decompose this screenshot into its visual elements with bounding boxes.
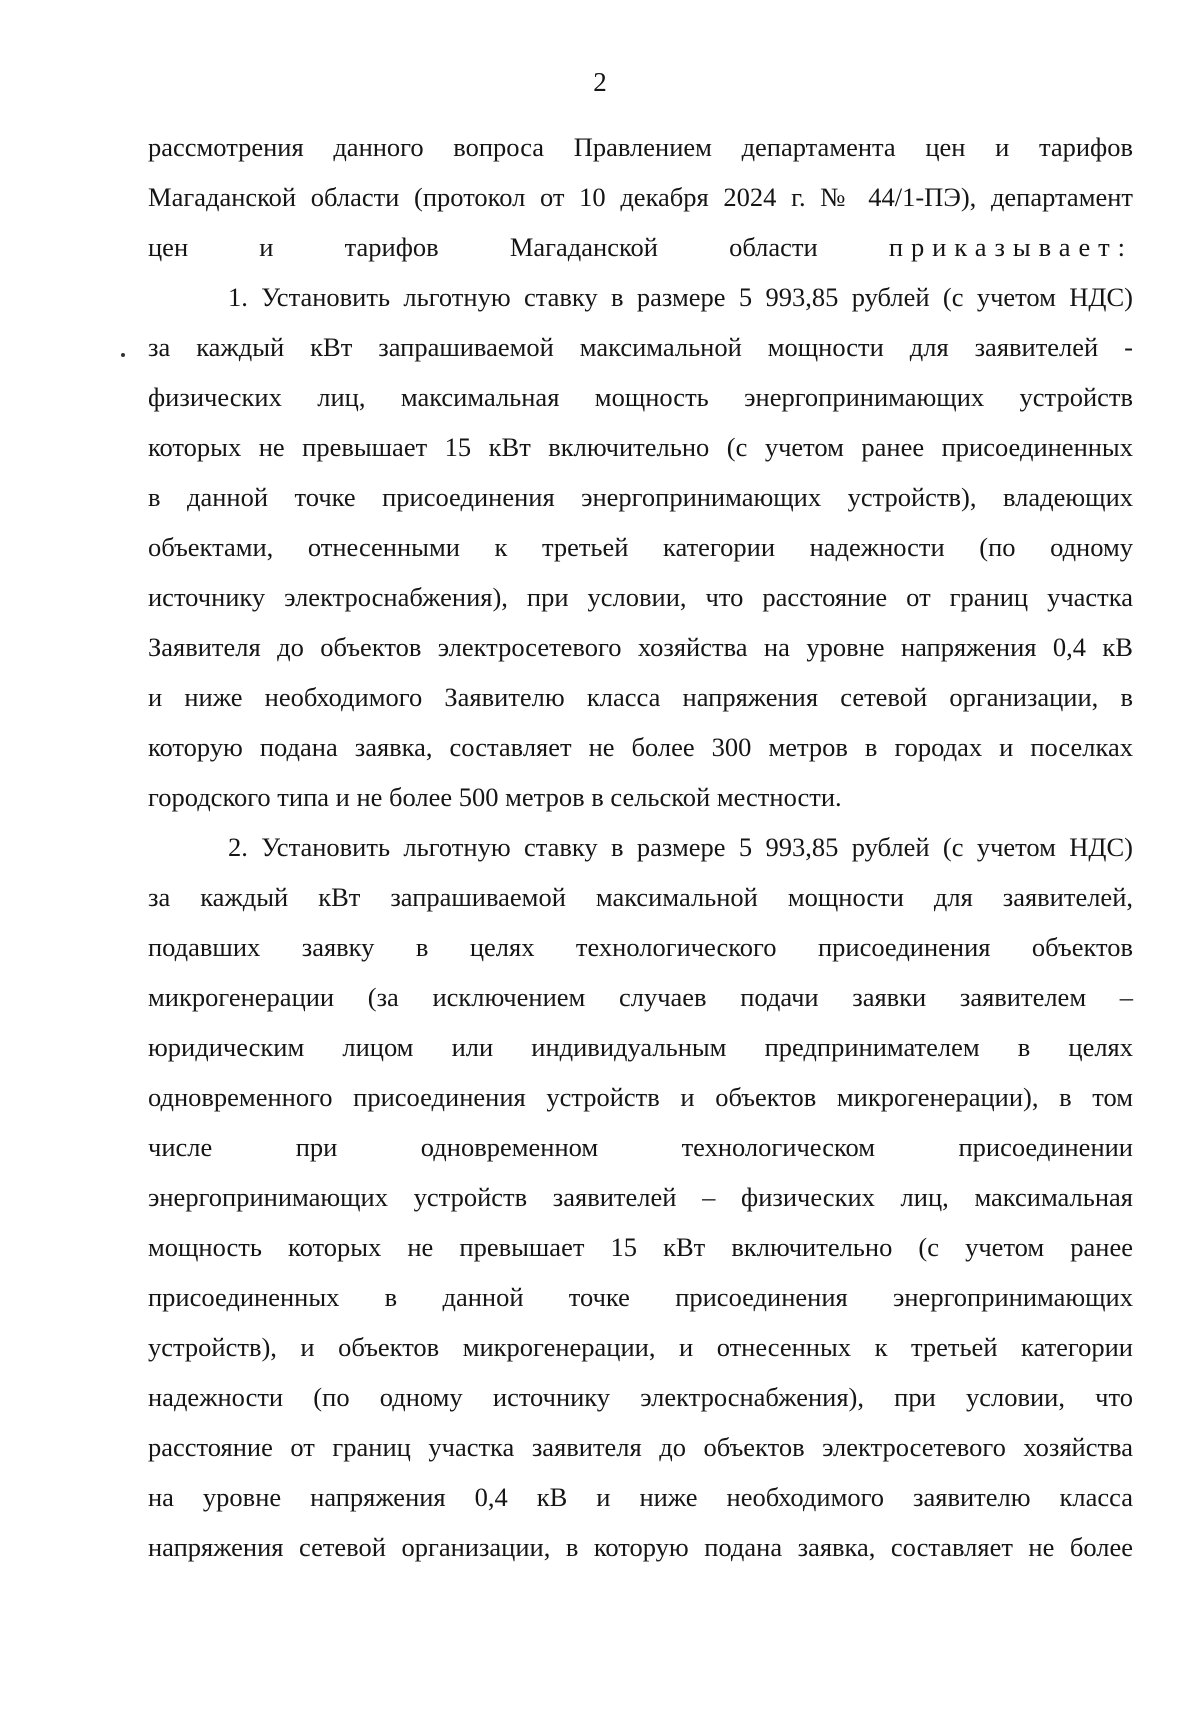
text-line: рассмотрения данного вопроса Правлением департамента цен и тарифов [148,132,1133,162]
text-line: физических лиц, максимальная мощность энергопринимающих устройств [148,382,1133,412]
intro-paragraph [148,127,1133,277]
text-line: 2. Установить льготную ставку в размере 5 993,85 рублей (с учетом НДС) [228,832,1133,862]
word: тарифов [344,232,439,262]
text-line: юридическим лицом или индивидуальным предпринимателем в целях [148,1032,1133,1062]
word: и [259,232,274,262]
paragraph-2 [148,827,1133,1577]
text-line: расстояние от границ участка заявителя до объектов электросетевого хозяйства [148,1432,1133,1462]
paragraph-1 [148,277,1133,827]
order-word: приказывает: [888,232,1133,262]
page-number: 2 [593,67,607,97]
text-line: энергопринимающих устройств заявителей – физических лиц, максимальная [148,1182,1133,1212]
text-line: в данной точке присоединения энергопринимающих устройств), владеющих [148,482,1133,512]
text-line: за каждый кВт запрашиваемой максимальной мощности для заявителей - [148,332,1133,362]
text-line: и ниже необходимого Заявителю класса напряжения сетевой организации, в [148,682,1133,712]
scan-speck [121,353,125,357]
text-line: 1. Установить льготную ставку в размере 5 993,85 рублей (с учетом НДС) [228,282,1133,312]
text-line: подавших заявку в целях технологического присоединения объектов [148,932,1133,962]
word: цен [148,232,189,262]
text-line: городского типа и не более 500 метров в сельской местности. [148,782,842,812]
text-line: мощность которых не превышает 15 кВт включительно (с учетом ранее [148,1232,1133,1262]
text-line: напряжения сетевой организации, в которую подана заявка, составляет не более [148,1532,1133,1562]
text-line: которую подана заявка, составляет не более 300 метров в городах и поселках [148,732,1133,762]
text-line: числе при одновременном технологическом присоединении [148,1132,1133,1162]
text-line: Магаданской области (протокол от 10 декабря 2024 г. № 44/1-ПЭ), департамент [148,182,1133,212]
text-line: которых не превышает 15 кВт включительно (с учетом ранее присоединенных [148,432,1133,462]
text-line: одновременного присоединения устройств и объектов микрогенерации), в том [148,1082,1133,1112]
document-body [148,127,1133,1577]
text-line: объектами, отнесенными к третьей категории надежности (по одному [148,532,1133,562]
text-line: за каждый кВт запрашиваемой максимальной мощности для заявителей, [148,882,1133,912]
text-line: микрогенерации (за исключением случаев подачи заявки заявителем – [148,982,1133,1012]
text-line: присоединенных в данной точке присоединения энергопринимающих [148,1282,1133,1312]
text-line: надежности (по одному источнику электроснабжения), при условии, что [148,1382,1133,1412]
text-line: на уровне напряжения 0,4 кВ и ниже необходимого заявителю класса [148,1482,1133,1512]
text-line: источнику электроснабжения), при условии, что расстояние от границ участка [148,582,1133,612]
text-line: устройств), и объектов микрогенерации, и отнесенных к третьей категории [148,1332,1133,1362]
text-line-order [148,227,1133,277]
text-line: Заявителя до объектов электросетевого хозяйства на уровне напряжения 0,4 кВ [148,632,1133,662]
word: Магаданской [509,232,658,262]
word: области [729,232,818,262]
